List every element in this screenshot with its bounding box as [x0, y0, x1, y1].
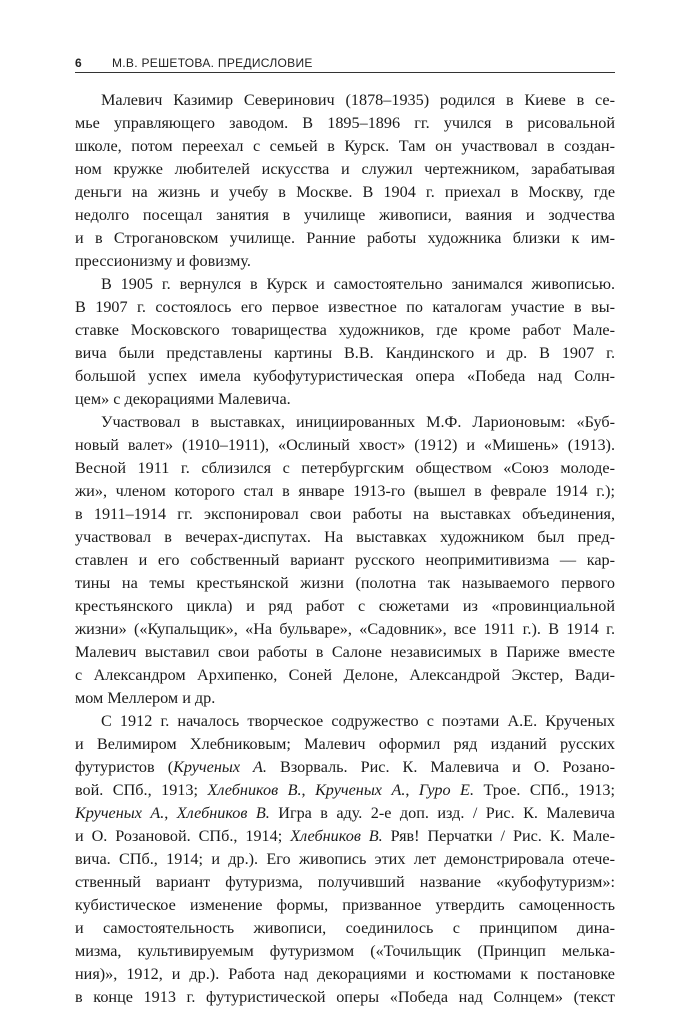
text-line: Весной 1911 г. сблизился с петербургским обществом «Союз молоде- — [75, 459, 615, 477]
text-line: мом Меллером и др. — [75, 689, 216, 707]
text-line: ставлен и его собственный вариант русского неопримитивизма — кар- — [75, 551, 615, 569]
text-segment: , — [405, 781, 419, 799]
author-name: Крученых А. — [315, 781, 406, 799]
text-line: жи», членом которого стал в январе 1913-го (вышел в феврале 1914 г.); — [75, 482, 615, 500]
text-line: вича были представлены картины В.В. Кандинского и др. В 1907 г. — [75, 344, 615, 362]
text-segment: футуристов ( — [75, 758, 174, 776]
text-segment: Трое. СПб., 1913; — [474, 781, 616, 799]
text-line: В 1907 г. состоялось его первое известное по каталогам участие в вы- — [75, 298, 615, 316]
text-line: и самостоятельность живописи, соединилось с принципом дина- — [75, 919, 615, 937]
author-name: Крученых А. — [75, 804, 165, 822]
author-name: Гуро Е. — [418, 781, 474, 799]
text-line: ния)», 1912, и др.). Работа над декорациями и костюмами к постановке — [75, 965, 615, 983]
text-segment: , — [164, 804, 177, 822]
text-line: цем» с декорациями Малевича. — [75, 390, 291, 408]
text-line: Малевич выставил свои работы в Салоне независимых в Париже вместе — [75, 643, 615, 661]
text-line: Участвовал в выставках, инициированных М.Ф. Ларионовым: «Буб- — [101, 413, 615, 431]
text-segment: Взорваль. Рис. К. Малевича и О. Розано- — [266, 758, 615, 776]
text-line: ном кружке любителей искусства и служил чертежником, зарабатывая — [75, 160, 615, 178]
text-line: деньги на жизнь и учебу в Москве. В 1904 г. приехал в Москву, где — [75, 183, 615, 201]
author-name: Хлебников В. — [290, 827, 383, 845]
running-title: М.В. РЕШЕТОВА. ПРЕДИСЛОВИЕ — [112, 56, 313, 70]
text-line: мье управляющего заводом. В 1895–1896 гг. учился в рисовальной — [75, 114, 615, 132]
text-line: школе, потом переехал с семьей в Курск. Там он участвовал в создан- — [75, 137, 615, 155]
text-line: ставке Московского товарищества художников, где кроме работ Мале- — [75, 321, 615, 339]
text-segment: и О. Розановой. СПб., 1914; — [75, 827, 291, 845]
author-name: Крученых А. — [173, 758, 267, 776]
author-name: Хлебников В. — [176, 804, 270, 822]
text-line: в конце 1913 г. футуристической оперы «Победа над Солнцем» (текст — [75, 988, 615, 1006]
text-line — [75, 802, 615, 825]
text-segment: , — [301, 781, 316, 799]
author-name: Хлебников В. — [207, 781, 302, 799]
text-line: с Александром Архипенко, Соней Делоне, Александрой Экстер, Вади- — [75, 666, 615, 684]
text-line — [75, 825, 615, 848]
text-segment: Ряв! Перчатки / Рис. К. Мале- — [382, 827, 615, 845]
text-line: недолго посещал занятия в училище живописи, ваяния и зодчества — [75, 206, 615, 224]
running-header — [75, 54, 615, 73]
text-line: тины на темы крестьянской жизни (полотна так называемого первого — [75, 574, 615, 592]
text-line: прессионизму и фовизму. — [75, 252, 251, 270]
text-line: мизма, культивируемым футуризмом («Точильщик (Принцип мелька- — [75, 942, 615, 960]
text-line: жизни» («Купальщик», «На бульваре», «Садовник», все 1911 г.). В 1914 г. — [75, 620, 615, 638]
text-line: и Велимиром Хлебниковым; Малевич оформил ряд изданий русских — [75, 735, 615, 753]
text-segment: Игра в аду. 2-е доп. изд. / Рис. К. Малевича — [269, 804, 615, 822]
text-segment: вой. СПб., 1913; — [75, 781, 208, 799]
text-line: В 1905 г. вернулся в Курск и самостоятельно занимался живописью. — [101, 275, 615, 293]
text-line: в 1911–1914 гг. экспонировал свои работы на выставках объединения, — [75, 505, 615, 523]
text-line: кубистическое изменение формы, призванное утвердить самоценность — [75, 896, 615, 914]
text-line: большой успех имела кубофутуристическая опера «Победа над Солн- — [75, 367, 615, 385]
text-line: С 1912 г. началось творческое содружество с поэтами А.Е. Крученых — [101, 712, 615, 730]
page-number: 6 — [75, 56, 82, 70]
body-text — [75, 89, 615, 1009]
text-line — [75, 756, 615, 779]
text-line: Малевич Казимир Северинович (1878–1935) родился в Киеве в се- — [101, 91, 615, 109]
text-line: ственный вариант футуризма, получивший название «кубофутуризм»: — [75, 873, 615, 891]
text-line — [75, 779, 615, 802]
text-line: участвовал в вечерах-диспутах. На выставках художником был пред- — [75, 528, 615, 546]
text-line: и в Строгановском училище. Ранние работы художника близки к им- — [75, 229, 615, 247]
text-line: крестьянского цикла) и ряд работ с сюжетами из «провинциальной — [75, 597, 615, 615]
text-line: вича. СПб., 1914; и др.). Его живопись этих лет демонстрировала отече- — [75, 850, 615, 868]
text-line: новый валет» (1910–1911), «Ослиный хвост» (1912) и «Мишень» (1913). — [75, 436, 615, 454]
